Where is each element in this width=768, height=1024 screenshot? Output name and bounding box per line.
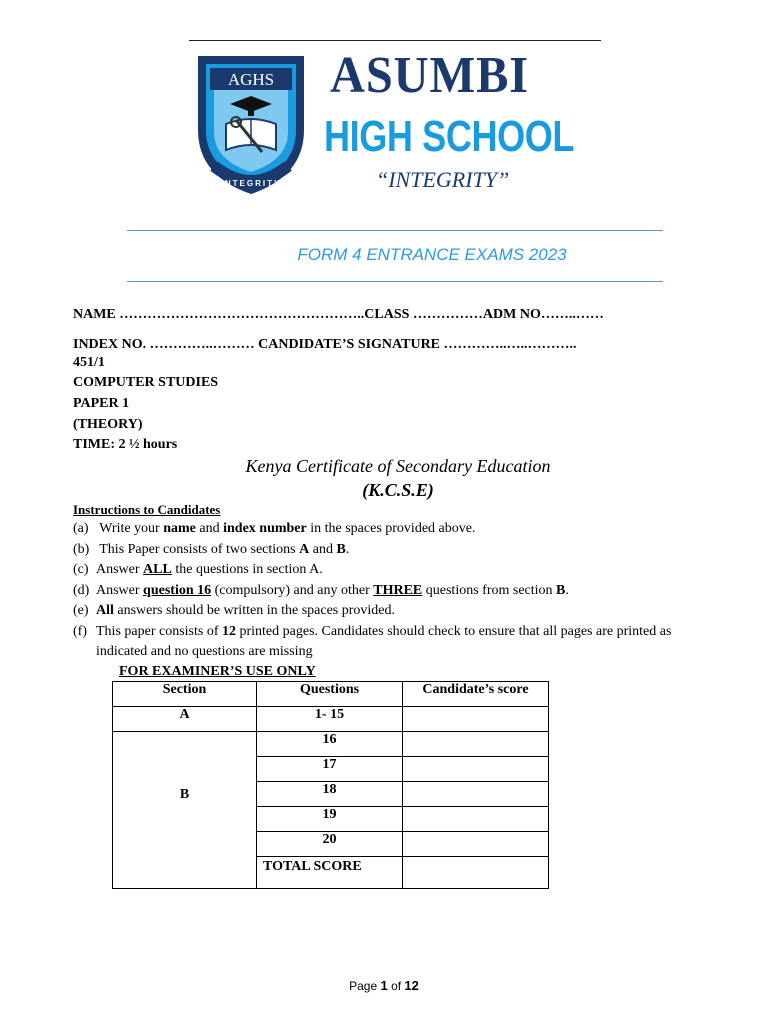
instruction-e: (e) All answers should be written in the spaces provided. bbox=[73, 603, 395, 618]
subject: COMPUTER STUDIES bbox=[73, 375, 219, 390]
instruction-f: (f) This paper consists of 12 printed pages. Candidates should check to ensure that all pages are printed as bbox=[73, 624, 672, 639]
paper-code: 451/1 bbox=[73, 355, 105, 370]
crest-text: AGHS bbox=[227, 70, 275, 89]
question-16-score bbox=[403, 732, 549, 757]
section-b-label: B bbox=[113, 732, 257, 889]
total-score-label: TOTAL SCORE bbox=[257, 857, 403, 889]
school-motto: “INTEGRITY” bbox=[376, 167, 510, 192]
instruction-b: (b) This Paper consists of two sections A and B. bbox=[73, 542, 350, 557]
instructions-heading: Instructions to Candidates bbox=[73, 502, 221, 517]
header-candidate-score: Candidate’s score bbox=[403, 682, 549, 707]
question-17-score bbox=[403, 757, 549, 782]
instruction-c: (c) Answer ALL the questions in section A. bbox=[73, 562, 323, 577]
question-17: 17 bbox=[257, 757, 403, 782]
page-footer: Page 1 of 12 bbox=[349, 978, 419, 993]
crest-motto: INTEGRITY bbox=[220, 179, 282, 188]
header-section: Section bbox=[113, 682, 257, 707]
instruction-a: (a) Write your name and index number in the spaces provided above. bbox=[73, 521, 476, 536]
total-score-value bbox=[403, 857, 549, 889]
top-rule bbox=[189, 40, 601, 41]
blue-rule-top bbox=[127, 230, 663, 231]
header-questions: Questions bbox=[257, 682, 403, 707]
index-signature-line: INDEX NO. …………..……… CANDIDATE’S SIGNATURE …………..…..……….. bbox=[73, 337, 577, 352]
kcse-abbr: (K.C.S.E) bbox=[362, 480, 434, 500]
school-name: ASUMBI bbox=[330, 47, 530, 104]
question-18-score bbox=[403, 782, 549, 807]
section-a-label: A bbox=[113, 707, 257, 732]
question-19: 19 bbox=[257, 807, 403, 832]
instruction-d: (d) Answer question 16 (compulsory) and any other THREE questions from section B. bbox=[73, 583, 569, 598]
question-16: 16 bbox=[257, 732, 403, 757]
name-class-adm-line: NAME ……………………………………………..CLASS ……………ADM NO……..…… bbox=[73, 307, 604, 322]
question-19-score bbox=[403, 807, 549, 832]
school-subtitle: HIGH SCHOOL bbox=[324, 112, 575, 161]
section-a-questions: 1- 15 bbox=[257, 707, 403, 732]
question-18: 18 bbox=[257, 782, 403, 807]
paper-number: PAPER 1 bbox=[73, 396, 130, 411]
kcse-title: Kenya Certificate of Secondary Education bbox=[245, 456, 551, 476]
examiner-score-table bbox=[112, 681, 549, 889]
blue-rule-bottom bbox=[127, 281, 663, 282]
school-crest-logo bbox=[192, 48, 310, 198]
question-20-score bbox=[403, 832, 549, 857]
section-a-score bbox=[403, 707, 549, 732]
exam-title: FORM 4 ENTRANCE EXAMS 2023 bbox=[297, 245, 567, 264]
time-allowed: TIME: 2 ½ hours bbox=[73, 437, 178, 452]
paper-type: (THEORY) bbox=[73, 417, 143, 432]
examiner-heading: FOR EXAMINER’S USE ONLY bbox=[119, 664, 316, 679]
instruction-f-continued: indicated and no questions are missing bbox=[96, 644, 313, 659]
question-20: 20 bbox=[257, 832, 403, 857]
